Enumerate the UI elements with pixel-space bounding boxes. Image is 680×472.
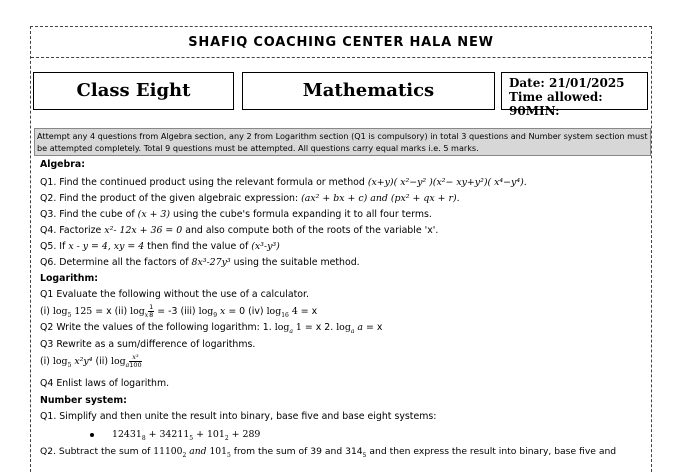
log-q2-a-base: a	[289, 327, 293, 335]
p2-log: log	[130, 306, 145, 317]
header-divider	[31, 57, 651, 58]
p1-log: log	[52, 306, 68, 317]
q5-expr1: x - y = 4, xy = 4	[68, 241, 145, 252]
ns-q2-n2: 101	[209, 446, 227, 457]
q3-tail: using the cube's formula expanding it to all four terms.	[170, 209, 432, 220]
p3-eq: = 0 (iv)	[225, 306, 267, 317]
p4-arg: 4	[288, 306, 298, 317]
log-q4: Q4 Enlist laws of logarithm.	[40, 378, 170, 389]
p2-base: x	[144, 311, 149, 319]
log-q2-b: log	[336, 322, 351, 333]
p3-arg: x	[217, 306, 226, 317]
subject-box	[242, 72, 495, 110]
subject-label: Mathematics	[302, 80, 435, 101]
p3-base: 9	[213, 311, 218, 319]
q1-expr: (x+y)( x²−y² )(x²− xy+y²)( x⁴−y⁴).	[367, 177, 527, 188]
q3-ii-fraction	[129, 354, 141, 369]
log-q2-a: log	[274, 322, 290, 333]
q3-ii-num: x³	[129, 354, 141, 362]
q3-text: Q3. Find the cube of	[40, 209, 138, 220]
ns-plus2: + 101	[193, 429, 225, 440]
q3-ii-den: 100	[129, 361, 142, 369]
p1-eq: = x (ii)	[92, 306, 131, 317]
log-q1-parts	[40, 304, 317, 319]
q5-text: Q5. If	[40, 241, 69, 252]
q3-i-base: 5	[67, 361, 72, 369]
q4-expr: x²- 12x + 36 = 0	[104, 225, 183, 236]
date-time-block	[509, 76, 647, 118]
q3-ii-log: log	[110, 356, 126, 367]
date-box	[501, 72, 648, 118]
class-box	[33, 72, 234, 110]
q5-expr2: (x³-y³)	[251, 241, 280, 252]
algebra-q5	[40, 241, 280, 252]
q3-i-label: (i)	[40, 356, 53, 367]
p1-label: (i)	[40, 306, 53, 317]
q4-text: Q4. Factorize	[40, 225, 105, 236]
ns-a: 12431	[112, 429, 142, 440]
date-line: Date: 21/01/2025	[509, 76, 625, 90]
p2-num: 1	[149, 303, 154, 311]
ns-a-base: 8	[141, 434, 146, 442]
q5-mid: then find the value of	[144, 241, 252, 252]
q6-tail: using the suitable method.	[230, 257, 360, 268]
ns-q2-mid: from the sum of 39 and 314	[230, 446, 363, 457]
p4-log: log	[266, 306, 282, 317]
algebra-q2	[40, 193, 460, 204]
q3-i-arg: x²y⁴	[71, 356, 93, 367]
ns-q2-n2-base: 5	[226, 451, 231, 459]
log-q3: Q3 Rewrite as a sum/difference of logarithms.	[40, 339, 256, 350]
algebra-heading: Algebra:	[40, 159, 85, 170]
q2-expr: (ax² + bx + c) and (px² + qx + r).	[301, 193, 460, 204]
log-q2	[40, 322, 382, 335]
q2-text: Q2. Find the product of the given algebraic expression:	[40, 193, 302, 204]
p4-eq: = x	[297, 306, 318, 317]
q3-ii-base: a	[125, 361, 130, 369]
q6-expr: 8x³-27y³	[191, 257, 231, 268]
p1-arg: 125	[71, 306, 93, 317]
log-q2-text: Q2 Write the values of the following logarithm: 1.	[40, 322, 275, 333]
algebra-q4	[40, 225, 438, 236]
ns-q1: Q1. Simplify and then unite the result into binary, base five and base eight systems:	[40, 411, 437, 422]
ns-b-base: 5	[189, 434, 194, 442]
center-name: SHAFIQ COACHING CENTER HALA NEW	[188, 35, 494, 50]
p1-base: 5	[67, 311, 72, 319]
q3-ii-label: (ii)	[92, 356, 111, 367]
p3-log: log	[198, 306, 214, 317]
log-q1: Q1 Evaluate the following without the use of a calculator.	[40, 289, 309, 300]
algebra-q6	[40, 257, 360, 268]
log-q2-a-arg: 1	[292, 322, 302, 333]
p4-base: 16	[281, 311, 289, 319]
ns-q2-and: and	[186, 446, 210, 457]
ns-tail: + 289	[228, 429, 261, 440]
q6-text: Q6. Determine all the factors of	[40, 257, 192, 268]
log-q2-mid: = x 2.	[301, 322, 337, 333]
logarithm-heading: Logarithm:	[40, 273, 98, 284]
ns-c-base: 2	[224, 434, 229, 442]
log-q2-end: = x	[363, 322, 383, 333]
ns-q2-tail: and then express the result into binary, base five and	[366, 446, 617, 457]
q4-tail: and also compute both of the roots of the variable 'x'.	[182, 225, 439, 236]
ns-q2-n3-base: 5	[362, 451, 367, 459]
ns-q1-expr	[90, 429, 260, 442]
p2-den: 8	[149, 311, 154, 319]
ns-q2-n1: 11100	[153, 446, 183, 457]
ns-q2-n1-base: 2	[182, 451, 187, 459]
log-q2-b-base: a	[350, 327, 355, 335]
p2-eq: = -3 (iii)	[154, 306, 199, 317]
instructions-box: Attempt any 4 questions from Algebra section, any 2 from Logarithm section (Q1 is compulsory) in total 3 questions and Number system section must be attempted completely. Total 9 questions must be attempted. All questions carry equal marks i.e. 5 marks.	[34, 128, 651, 156]
log-q2-b-arg: a	[354, 322, 363, 333]
q3-expr: (x + 3)	[137, 209, 171, 220]
bullet-icon	[90, 433, 94, 437]
ns-q2	[40, 446, 616, 459]
q1-text: Q1. Find the continued product using the relevant formula or method	[40, 177, 368, 188]
ns-plus1: + 34211	[145, 429, 190, 440]
q3-i-log: log	[52, 356, 68, 367]
ns-q2-start: Q2. Subtract the sum of	[40, 446, 154, 457]
algebra-q1	[40, 177, 527, 188]
class-label: Class Eight	[76, 80, 191, 101]
time-line: Time allowed: 90MIN:	[509, 90, 603, 118]
number-system-heading: Number system:	[40, 395, 127, 406]
log-q3-parts	[40, 354, 142, 369]
algebra-q3	[40, 209, 432, 220]
